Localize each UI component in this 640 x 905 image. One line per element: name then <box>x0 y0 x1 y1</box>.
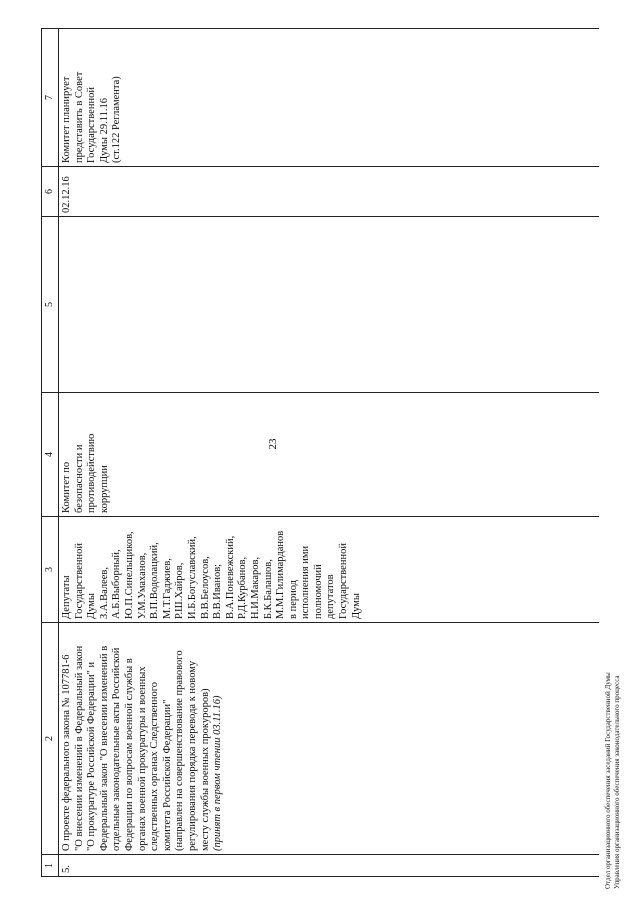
committee-line: Комитет по <box>61 461 72 513</box>
note-line: Думы 29.11.16 <box>98 98 110 163</box>
bill-title-line: регулирования порядка перевода к новому <box>186 660 198 851</box>
column-header: 7 <box>42 29 59 167</box>
initiator-line: Государственной <box>338 543 350 619</box>
initiator-line: Думы <box>350 593 362 619</box>
initiator-line: Думы <box>86 593 98 619</box>
note-line: (ст.122 Регламента) <box>111 76 123 163</box>
initiators-cell <box>59 517 599 623</box>
initiator-line: полномочий <box>312 564 324 619</box>
date-cell <box>59 167 599 217</box>
committee-cell <box>59 393 599 517</box>
initiator-line: З.А.Валеев, <box>98 567 110 619</box>
column-header: 6 <box>42 167 59 217</box>
note-line: представить в Совет <box>73 71 85 163</box>
footer-line: Управления организационного обеспечения законодательного процесса <box>613 675 621 889</box>
footer <box>604 672 622 889</box>
bill-title-line: Федерации по вопросам военной службы в <box>123 658 135 851</box>
committee-line: коррупции <box>98 465 110 513</box>
initiator-line: Ю.П.Синельщиков, <box>123 531 135 619</box>
committee-line: противодействию <box>86 433 98 513</box>
initiator-line: исполнения ими <box>300 545 312 619</box>
initiator-line: Депутаты <box>61 575 72 619</box>
initiator-line: в период <box>287 579 299 619</box>
column-header: 2 <box>42 623 59 855</box>
column-header: 5 <box>42 217 59 393</box>
initiator-line: М.М.Гилимарданов <box>275 530 287 619</box>
committee-line: безопасности и <box>73 444 85 513</box>
note-line: Государственной <box>86 87 98 163</box>
initiator-line: В.В.Иванов; <box>212 563 224 619</box>
initiator-line: В.П.Водолацкий, <box>149 542 161 619</box>
initiator-line: У.М.Умаханов, <box>136 552 148 619</box>
column-header: 4 <box>42 393 59 517</box>
note-line: Комитет планирует <box>61 76 72 163</box>
bill-title-line: Федеральный закон "О внесении изменений в <box>98 645 110 851</box>
bill-title-line: месту службы военных прокуроров) <box>199 688 211 851</box>
initiator-line: Н.И.Макаров, <box>249 556 261 619</box>
bill-title-line: (направлен на совершенствование правового <box>174 650 186 851</box>
column-number-row <box>42 29 59 877</box>
bill-status: (принят в первом чтении 03.11.16) <box>212 695 224 851</box>
table-row <box>59 29 599 877</box>
bill-title-line: следственных органах Следственного <box>149 681 161 851</box>
bill-title-line: "О прокуратуре Российской Федерации" и <box>86 661 98 851</box>
initiator-line: депутатов <box>325 574 337 619</box>
page-number: 23 <box>267 438 279 450</box>
column-header: 3 <box>42 517 59 623</box>
initiator-line: Р.Ш.Хайров, <box>174 562 186 619</box>
initiator-line: Б.К.Балашов, <box>262 559 274 619</box>
initiator-line: В.А.Поневежский, <box>224 535 236 619</box>
initiator-line: Государственной <box>73 543 85 619</box>
bill-title-line: комитета Российской Федерации" <box>161 699 173 851</box>
bill-title-line: органах военной прокуратуры и военных <box>136 666 148 851</box>
bill-title-line: "О внесении изменений в Федеральный закон <box>73 645 85 851</box>
row-number: 5. <box>59 855 599 877</box>
bill-title-line: О проекте федерального закона № 107781-6 <box>61 654 72 851</box>
bill-title-cell <box>59 623 599 855</box>
column-header: 1 <box>42 855 59 877</box>
date-value: 02.12.16 <box>61 176 72 213</box>
empty-cell <box>59 217 599 393</box>
footer-line: Отдел организационного обеспечения заседаний Государственной Думы <box>604 672 612 889</box>
initiator-line: В.В.Белоусов, <box>199 556 211 619</box>
bills-table <box>41 28 599 877</box>
initiator-line: Р.Д.Курбанов, <box>237 556 249 619</box>
initiator-line: М.Т.Гаджиев, <box>161 558 173 619</box>
initiator-line: И.Б.Богуславский, <box>186 536 198 619</box>
initiator-line: А.Б.Выборный, <box>111 549 123 619</box>
bill-title-line: отдельные законодательные акты Российской <box>111 647 123 851</box>
note-cell <box>59 29 599 167</box>
